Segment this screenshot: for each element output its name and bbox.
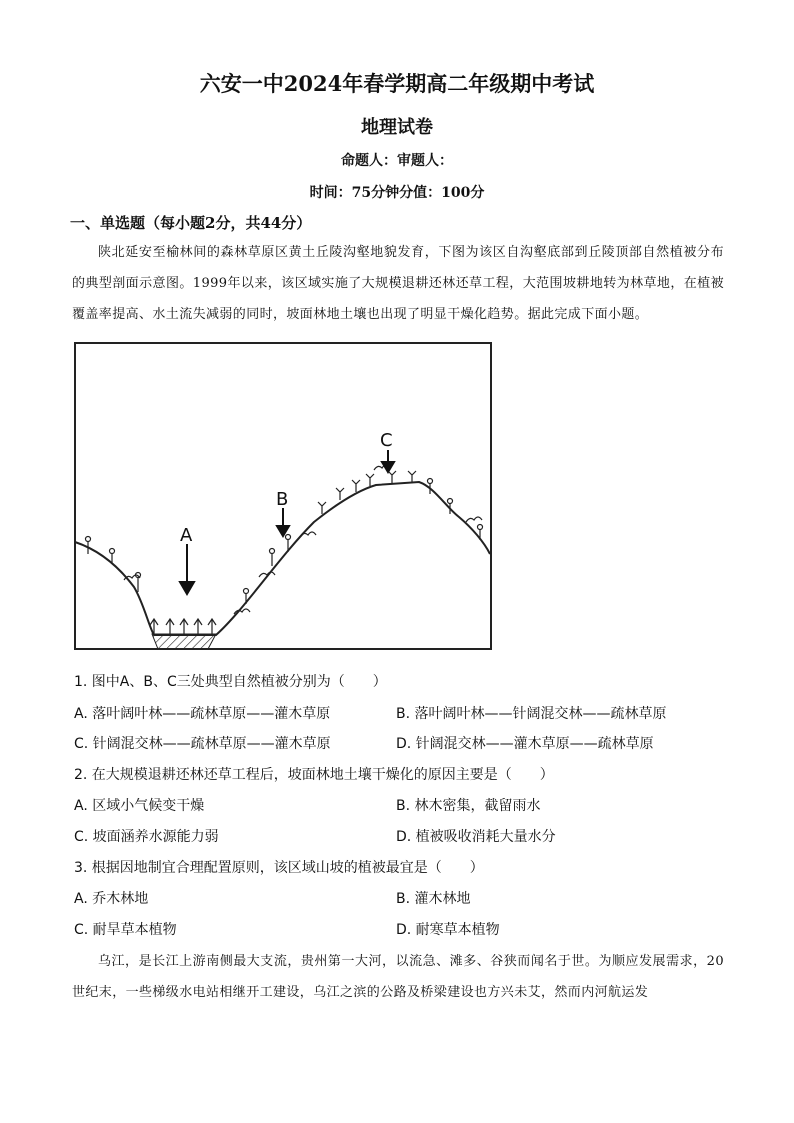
- label-a: A: [180, 525, 193, 546]
- q3-option-d: D. 耐寒草本植物: [396, 922, 500, 938]
- q2-option-d: D. 植被吸收消耗大量水分: [396, 829, 556, 845]
- q3-option-c: C. 耐旱草本植物: [74, 922, 177, 938]
- question-1-stem: 1. 图中A、B、C三处典型自然植被分别为（ ）: [74, 674, 387, 690]
- subject-title: 地理试卷: [361, 117, 433, 138]
- vegetation-profile-figure: [74, 342, 492, 650]
- q1-option-d: D. 针阔混交林——灌木草原——疏林草原: [396, 736, 654, 752]
- time-score-line: 时间：75分钟分值：100分: [309, 185, 485, 201]
- question-2-stem: 2. 在大规模退耕还林还草工程后，坡面林地土壤干燥化的原因主要是（ ）: [74, 767, 554, 783]
- authors-line: 命题人：审题人：: [341, 153, 453, 169]
- q3-option-a: A. 乔木林地: [74, 891, 149, 907]
- exam-title: 六安一中2024年春学期高二年级期中考试: [199, 71, 595, 96]
- q2-option-c: C. 坡面涵养水源能力弱: [74, 829, 219, 845]
- q1-option-c: C. 针阔混交林——疏林草原——灌木草原: [74, 736, 331, 752]
- q1-option-b: B. 落叶阔叶林——针阔混交林——疏林草原: [396, 706, 667, 722]
- q1-option-a: A. 落叶阔叶林——疏林草原——灌木草原: [74, 706, 331, 722]
- question-3-stem: 3. 根据因地制宜合理配置原则，该区域山坡的植被最宜是（ ）: [74, 860, 484, 876]
- section-heading: 一、单选题（每小题2分，共44分）: [70, 214, 312, 232]
- q2-option-b: B. 林木密集，截留雨水: [396, 798, 541, 814]
- passage-1: 陕北延安至榆林间的森林草原区黄土丘陵沟壑地貌发育，下图为该区自沟壑底部到丘陵顶部自然植被分布的典型剖面示意图。1999年以来，该区域实施了大规模退耕还林还草工程，大范围坡耕地转为林草地，在植被覆盖率提高、水土流失减弱的同时，坡面林地土壤也出现了明显干燥化趋势。据此完成下面小题。: [72, 245, 724, 322]
- label-c: C: [380, 430, 393, 451]
- passage-2: 乌江，是长江上游南侧最大支流，贵州第一大河，以流急、滩多、谷狭而闻名于世。为顺应发展需求，20世纪末，一些梯级水电站相继开工建设，乌江之滨的公路及桥梁建设也方兴未艾，然而内河航运发: [72, 954, 724, 1000]
- label-b: B: [276, 489, 289, 510]
- gully-bed: [152, 634, 216, 649]
- q3-option-b: B. 灌木林地: [396, 891, 471, 907]
- q2-option-a: A. 区域小气候变干燥: [74, 798, 205, 814]
